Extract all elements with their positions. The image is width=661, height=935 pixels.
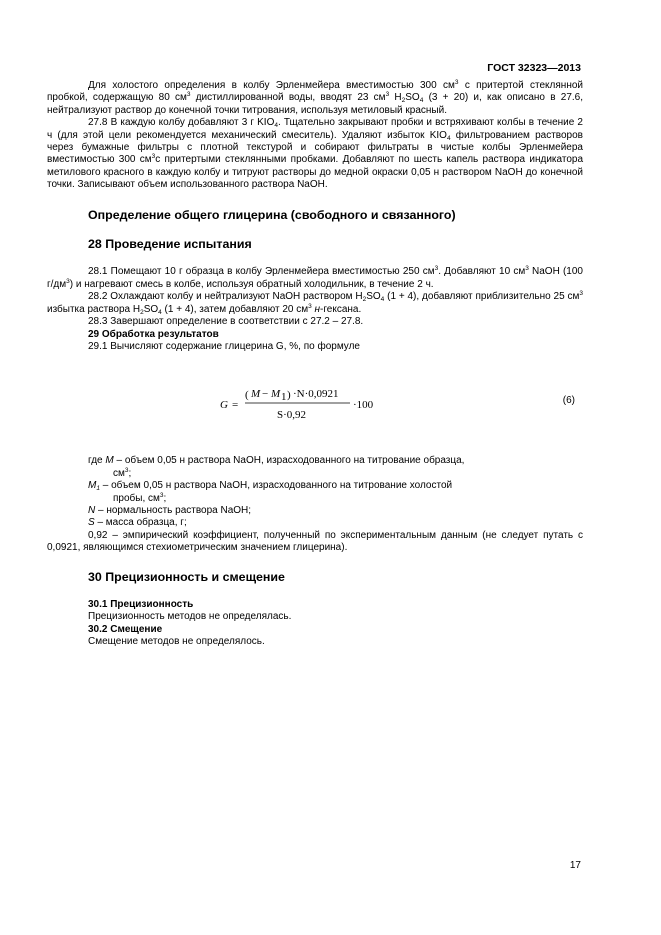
- blank-determination-paragraph: Для холостого определения в колбу Эрленмейера вместимостью 300 $см^3$ с притертой стеклянной пробкой, содержащую 80 $см^3$ дистиллированной воды, вводят 23 $см^3$ $H_2SO_4$ (3 + 20) и, как описано в 27.6, нейтрализуют раствор до конечной точки титрования, используя метиловый красный.: [47, 79, 583, 116]
- formula-num-rest: ·N·0,0921: [293, 388, 339, 401]
- section-30-1-text: Прецизионность методов не определялась.: [88, 611, 292, 623]
- standard-header: ГОСТ 32323—2013: [487, 62, 581, 74]
- clause-27-8: 27.8 В каждую колбу добавляют 3 г $KIO_4$. Тщательно закрывают пробки и встряхивают колбы в течение 2 ч (для этой цели рекомендуется механический смеситель). Удаляют избыток $KIO_4$ фильтрованием растворов через бумажные фильтры с плотной текстурой и собирают фильтраты в чистые колбы Эрленмейера вместимостью 300 $см^3с$ притертыми стеклянными пробками. Добавляют по шесть капель раствора индикатора метилового красного в каждую колбу и титруют растворы до медной окраски 0,05 н раствором NaOH до конечной точки. Записывают объем использованного раствора NaOH.: [47, 117, 583, 191]
- formula-graphic: [47, 369, 583, 439]
- clause-28-1: 28.1 Помещают 10 г образца в колбу Эрленмейера вместимостью 250 $см^3$. Добавляют 10 $см^3$ NaOH (100 $г/дм^3$) и нагревают смесь в колбе, используя обратный холодильник, в течение 2 ч.: [47, 265, 583, 290]
- clause-28-2: 28.2 Охлаждают колбу и нейтрализуют NaOH раствором $H_2SO_4$ (1 + 4), добавляют приблизительно 25 $см^3$ избытка раствора $H_2SO_4$ (1 + 4), затем добавляют 20 $см^3$ н-гексана.: [47, 290, 583, 316]
- legend-m: где M – объем 0,05 н раствора NaOH, израсходованного на титрование образца,: [88, 455, 465, 467]
- formula-equals: =: [232, 399, 239, 412]
- formula-num-m1: M: [271, 388, 281, 401]
- section-30-1-heading: 30.1 Прецизионность: [88, 598, 194, 610]
- clause-28-3: 28.3 Завершают определение в соответствии с 27.2 – 27.8.: [88, 316, 364, 328]
- legend-m-cont: $см^3$;: [113, 466, 132, 479]
- section-30-heading: 30 Прецизионность и смещение: [88, 569, 285, 584]
- legend-m1: $M_1$ – объем 0,05 н раствора NaOH, израсходованного на титрование холостой: [88, 480, 453, 493]
- document-body: [47, 80, 583, 649]
- page-number: 17: [569, 860, 581, 871]
- legend-n: N – нормальность раствора NaOH;: [88, 504, 252, 516]
- formula-paren-close: ): [287, 389, 291, 402]
- formula-num-m: M: [251, 388, 261, 401]
- formula-num-sub1: 1: [281, 391, 287, 404]
- formula-num-minus: −: [262, 388, 269, 401]
- formula-denominator: S·0,92: [277, 409, 307, 422]
- section-30-2-heading: 30.2 Смещение: [88, 623, 163, 635]
- general-glycerin-heading: Определение общего глицерина (свободного и связанного): [88, 207, 456, 222]
- clause-29-1: 29.1 Вычисляют содержание глицерина G, %, по формуле: [88, 340, 360, 352]
- formula-6: [47, 369, 583, 439]
- formula-number: (6): [562, 395, 575, 407]
- formula-paren-open: (: [245, 389, 249, 402]
- legend-s: S – масса образца, г;: [88, 517, 187, 529]
- legend-m1-cont: пробы, $см^3$;: [113, 491, 167, 504]
- formula-lhs: G: [220, 399, 228, 412]
- section-30-2-text: Смещение методов не определялось.: [88, 636, 265, 648]
- formula-mult: ·100: [353, 399, 374, 412]
- section-28-heading: 28 Проведение испытания: [88, 237, 252, 252]
- variable-legend: [47, 455, 583, 554]
- section-29-heading: 29 Обработка результатов: [88, 328, 219, 340]
- legend-coefficient: 0,92 – эмпирический коэффициент, полученный по экспериментальным данным (не следует путать с 0,0921, являющимся стехиометрическим значением глицерина).: [47, 529, 583, 554]
